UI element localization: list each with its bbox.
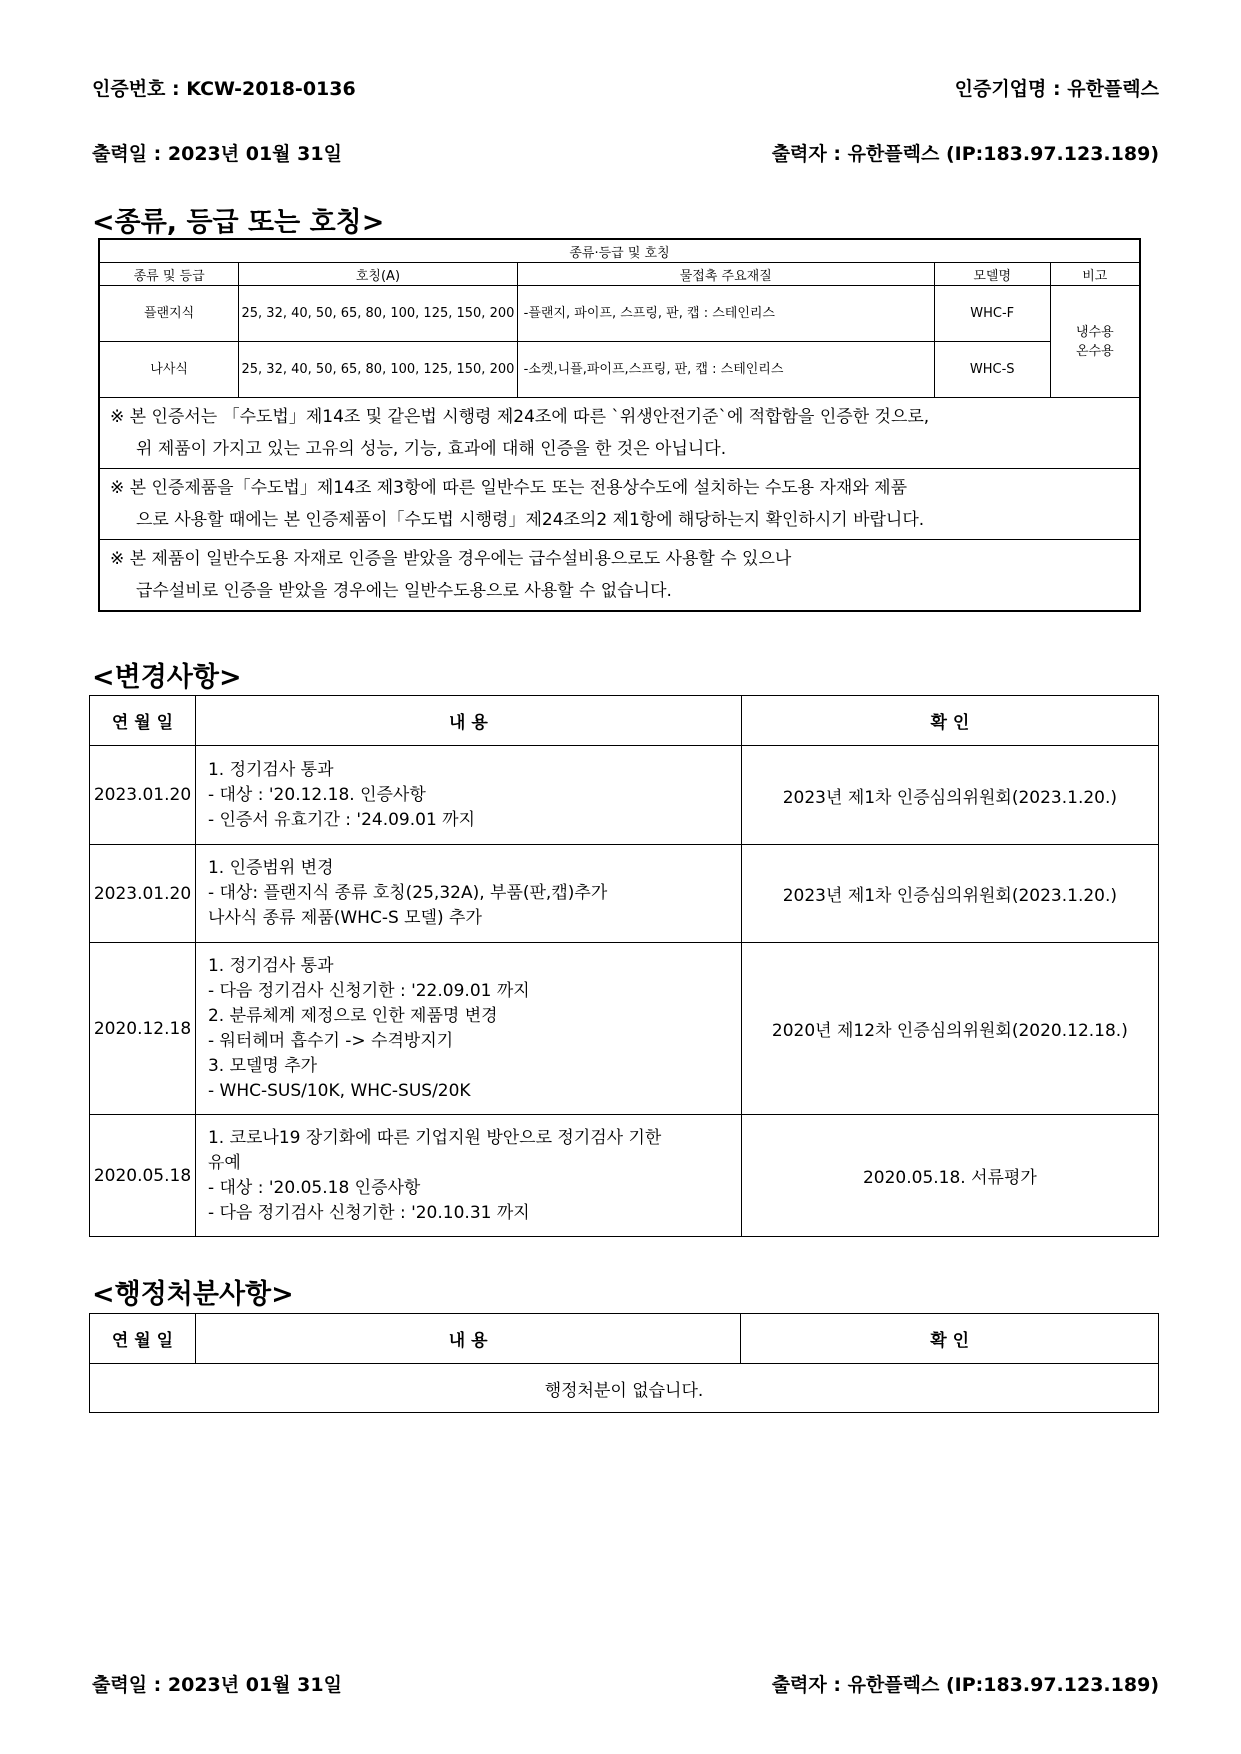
date-cell: 2023.01.20 xyxy=(90,845,196,943)
print-date: 출력일 : 2023년 01월 31일 xyxy=(92,143,342,165)
confirm-cell: 2020년 제12차 인증심의위원회(2020.12.18.) xyxy=(741,943,1158,1115)
content-line: - WHC-SUS/10K, WHC-SUS/20K xyxy=(207,1080,471,1101)
types-section-title: <종류, 등급 또는 호칭> xyxy=(92,207,385,238)
footer-printer-info: 출력자 : 유한플렉스 (IP:183.97.123.189) xyxy=(771,1674,1159,1696)
date-cell: 2023.01.20 xyxy=(90,746,196,845)
changes-table xyxy=(89,695,1159,1237)
note-row xyxy=(99,398,1140,469)
column-header: 비고 xyxy=(1050,263,1140,286)
content-line: - 대상 : '20.12.18. 인증사항 xyxy=(207,784,426,805)
date-cell: 2020.05.18 xyxy=(90,1115,196,1237)
content-cell xyxy=(195,746,741,845)
table-row xyxy=(99,342,1140,398)
column-header: 내 용 xyxy=(195,696,741,746)
model-cell: WHC-F xyxy=(934,286,1050,342)
type-cell: 플랜지식 xyxy=(99,286,239,342)
column-header: 확 인 xyxy=(741,696,1158,746)
note-line: ※ 본 인증서는 「수도법」제14조 및 같은법 시행령 제24조에 따른 `위생안전기준`에 적합함을 인증한 것으로, xyxy=(110,407,930,427)
company-name: 인증기업명 : 유한플렉스 xyxy=(954,78,1159,100)
note-line: ※ 본 제품이 일반수도용 자재로 인증을 받았을 경우에는 급수설비용으로도 사용할 수 있으나 xyxy=(110,549,792,569)
content-line: 1. 인증범위 변경 xyxy=(207,858,334,878)
note-line: 위 제품이 가지고 있는 고유의 성능, 기능, 효과에 대해 인증을 한 것은 아닙니다. xyxy=(136,439,727,459)
no-admin-action-text: 행정처분이 없습니다. xyxy=(90,1364,1159,1413)
note-cell xyxy=(99,398,1140,469)
remark-cell xyxy=(1050,286,1140,398)
content-line: - 대상 : '20.05.18 인증사항 xyxy=(207,1177,421,1198)
type-cell: 나사식 xyxy=(99,342,239,398)
table-row xyxy=(90,845,1159,943)
content-line: 1. 정기검사 통과 xyxy=(207,759,334,780)
size-cell: 25, 32, 40, 50, 65, 80, 100, 125, 150, 200 xyxy=(239,342,517,398)
note-line: 급수설비로 인증을 받았을 경우에는 일반수도용으로 사용할 수 없습니다. xyxy=(136,581,672,601)
admin-table xyxy=(89,1313,1159,1413)
size-cell: 25, 32, 40, 50, 65, 80, 100, 125, 150, 200 xyxy=(239,286,517,342)
material-cell: -소켓,니플,파이프,스프링, 판, 캡 : 스테인리스 xyxy=(517,342,934,398)
printer-info: 출력자 : 유한플렉스 (IP:183.97.123.189) xyxy=(771,143,1159,165)
changes-section-title: <변경사항> xyxy=(92,662,242,693)
column-header: 호칭(A) xyxy=(239,263,517,286)
content-cell xyxy=(195,845,741,943)
confirm-cell: 2023년 제1차 인증심의위원회(2023.1.20.) xyxy=(741,845,1158,943)
footer-print-date: 출력일 : 2023년 01월 31일 xyxy=(92,1674,342,1696)
types-table xyxy=(98,238,1141,612)
types-table-caption: 종류·등급 및 호칭 xyxy=(99,239,1140,263)
content-cell xyxy=(195,1115,741,1237)
column-header: 물접촉 주요재질 xyxy=(517,263,934,286)
content-line: 나사식 종류 제품(WHC-S 모델) 추가 xyxy=(207,908,482,928)
content-line: - 다음 정기검사 신청기한 : '22.09.01 까지 xyxy=(207,980,530,1001)
note-row xyxy=(99,469,1140,540)
column-header: 종류 및 등급 xyxy=(99,263,239,286)
content-line: 유예 xyxy=(207,1152,241,1173)
content-line: - 워터헤머 흡수기 -> 수격방지기 xyxy=(207,1030,454,1051)
content-line: - 다음 정기검사 신청기한 : '20.10.31 까지 xyxy=(207,1202,530,1223)
column-header: 연 월 일 xyxy=(90,1314,196,1364)
column-header: 연 월 일 xyxy=(90,696,196,746)
content-line: 2. 분류체계 제정으로 인한 제품명 변경 xyxy=(207,1005,498,1026)
note-line: ※ 본 인증제품을「수도법」제14조 제3항에 따른 일반수도 또는 전용상수도에 설치하는 수도용 자재와 제품 xyxy=(110,478,908,498)
remark-line: 냉수용 xyxy=(1075,324,1114,340)
table-row xyxy=(90,746,1159,845)
remark-line: 온수용 xyxy=(1075,343,1114,359)
model-cell: WHC-S xyxy=(934,342,1050,398)
column-header: 확 인 xyxy=(741,1314,1159,1364)
note-cell xyxy=(99,540,1140,612)
table-row xyxy=(90,1364,1159,1413)
admin-section-title: <행정처분사항> xyxy=(92,1279,294,1310)
material-cell: -플랜지, 파이프, 스프링, 판, 캡 : 스테인리스 xyxy=(517,286,934,342)
date-cell: 2020.12.18 xyxy=(90,943,196,1115)
content-line: 1. 코로나19 장기화에 따른 기업지원 방안으로 정기검사 기한 xyxy=(207,1127,662,1148)
cert-number: 인증번호 : KCW-2018-0136 xyxy=(92,78,356,100)
note-line: 으로 사용할 때에는 본 인증제품이「수도법 시행령」제24조의2 제1항에 해당하는지 확인하시기 바랍니다. xyxy=(136,510,925,530)
content-line: 3. 모델명 추가 xyxy=(207,1055,318,1076)
content-line: - 인증서 유효기간 : '24.09.01 까지 xyxy=(207,809,476,830)
table-row xyxy=(90,1115,1159,1237)
column-header: 모델명 xyxy=(934,263,1050,286)
column-header: 내 용 xyxy=(195,1314,740,1364)
content-line: 1. 정기검사 통과 xyxy=(207,955,334,976)
note-row xyxy=(99,540,1140,612)
table-row xyxy=(99,286,1140,342)
confirm-cell: 2020.05.18. 서류평가 xyxy=(741,1115,1158,1237)
content-cell xyxy=(195,943,741,1115)
note-cell xyxy=(99,469,1140,540)
content-line: - 대상: 플랜지식 종류 호칭(25,32A), 부품(판,캡)추가 xyxy=(207,883,608,903)
table-row xyxy=(90,943,1159,1115)
confirm-cell: 2023년 제1차 인증심의위원회(2023.1.20.) xyxy=(741,746,1158,845)
